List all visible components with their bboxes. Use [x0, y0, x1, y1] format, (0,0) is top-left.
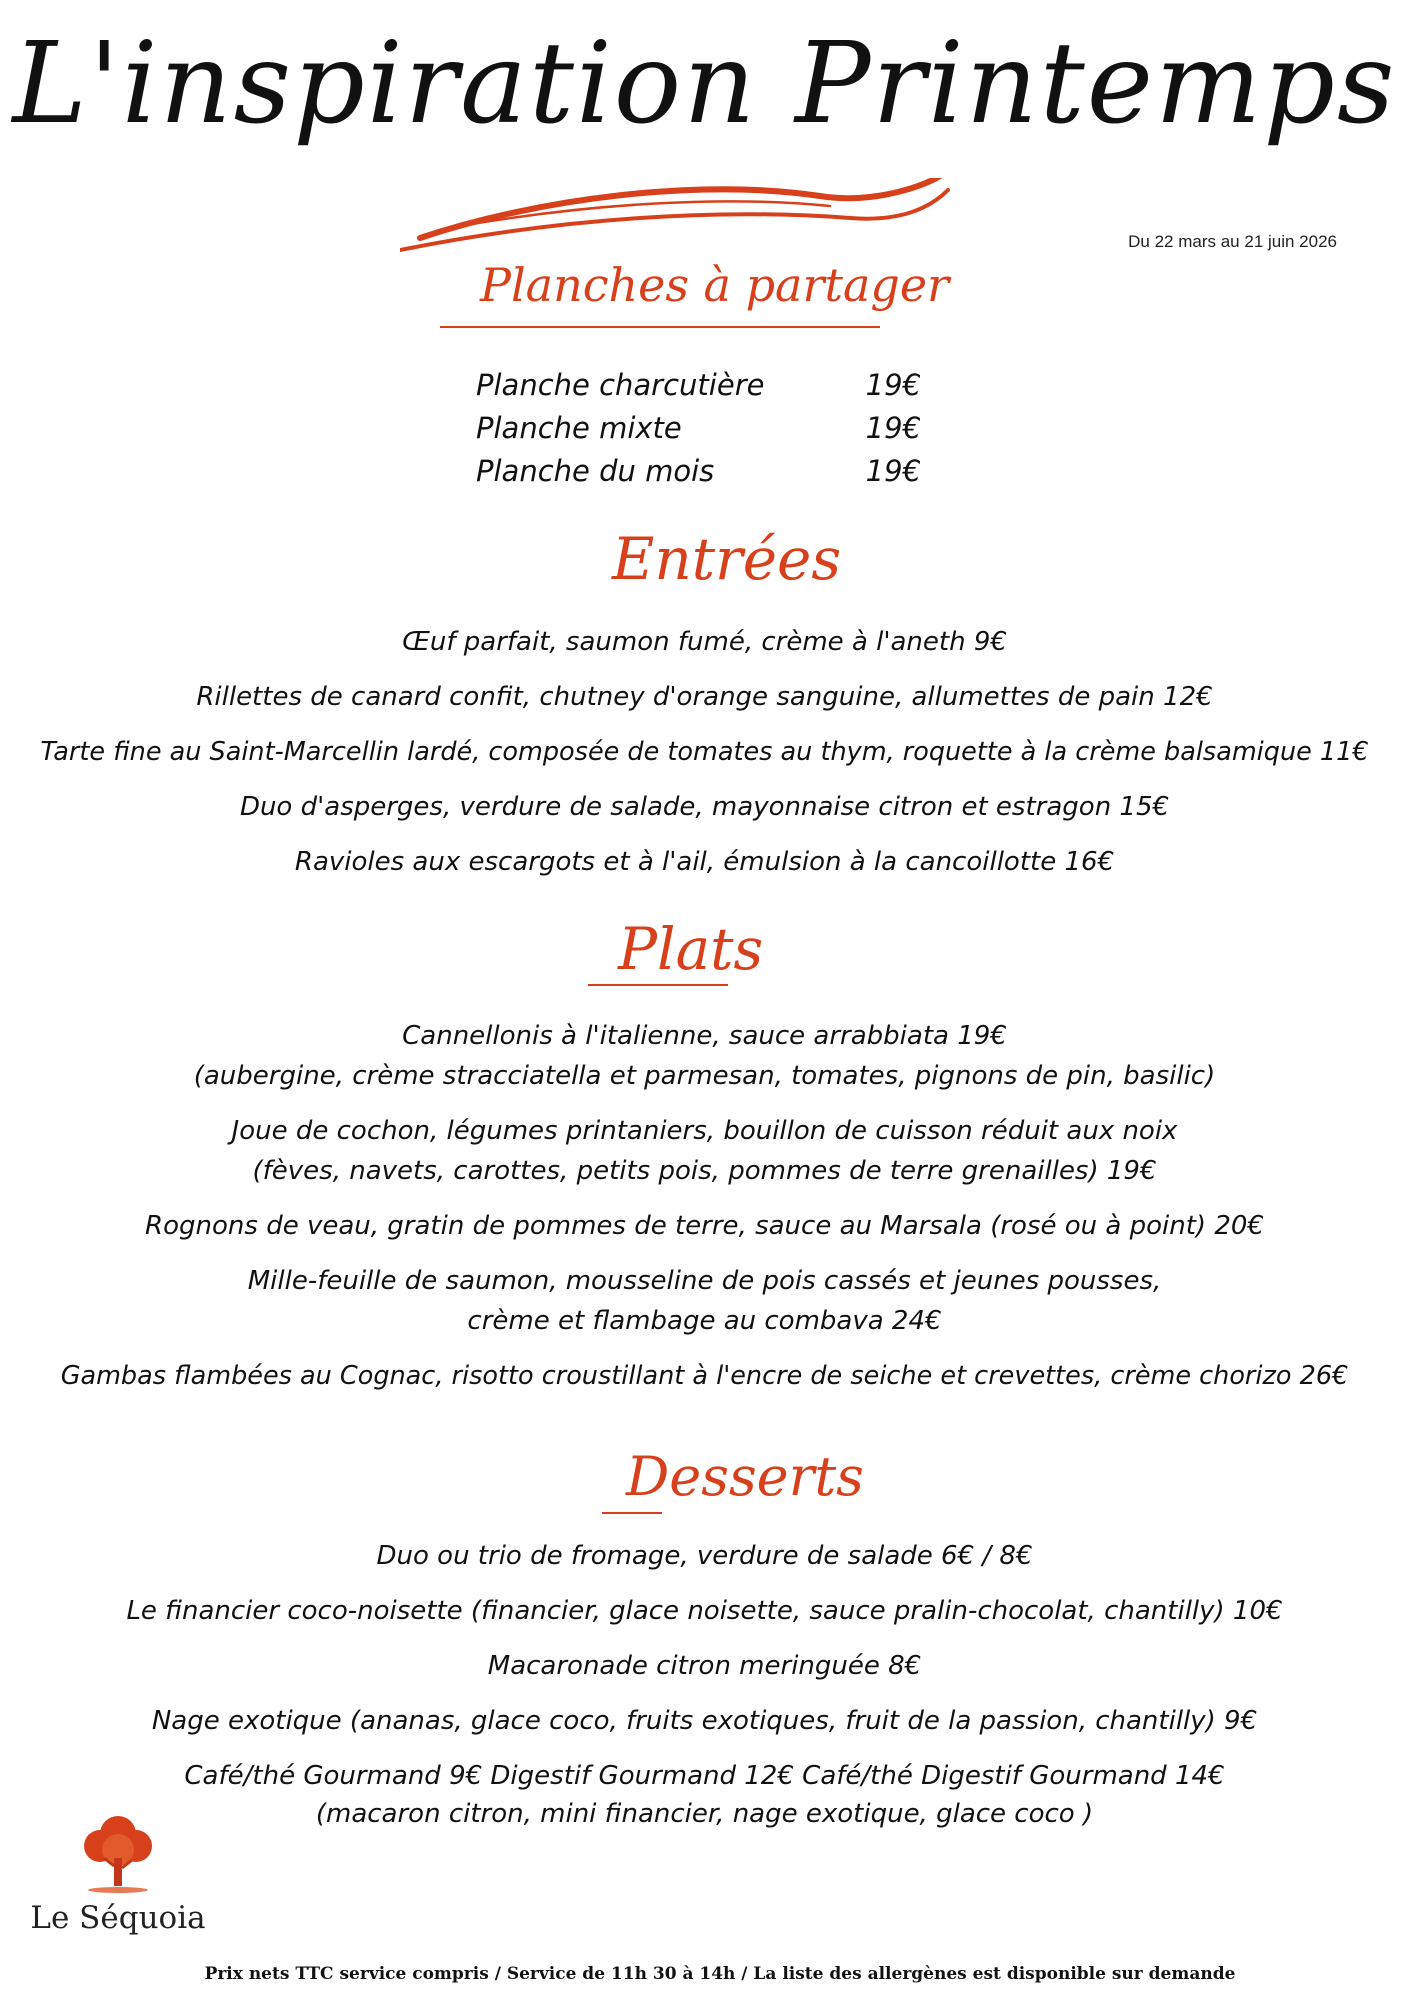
list-item: Cannellonis à l'italienne, sauce arrabbiata 19€	[402, 1021, 1007, 1051]
swash-decoration	[400, 178, 960, 258]
section-heading-desserts	[626, 1445, 864, 1508]
heading-underline	[588, 984, 728, 986]
section-heading-plats	[618, 915, 764, 983]
list-item: crème et flambage au combava 24€	[467, 1306, 942, 1336]
list-item: Œuf parfait, saumon fumé, crème à l'aneth 9€	[402, 627, 1007, 657]
section-heading-entrees	[612, 525, 842, 593]
list-item: Joue de cochon, légumes printaniers, bouillon de cuisson réduit aux noix	[231, 1116, 1178, 1146]
list-item: Mille-feuille de saumon, mousseline de pois cassés et jeunes pousses,	[247, 1266, 1162, 1296]
restaurant-logo	[28, 1810, 208, 1960]
heading-text: Planches à partager	[480, 258, 950, 312]
list-item: Macaronade citron meringuée 8€	[487, 1651, 922, 1681]
heading-underline	[440, 326, 880, 328]
list-item: Gambas flambées au Cognac, risotto croustillant à l'encre de seiche et crevettes, crème chorizo 26€	[60, 1361, 1349, 1391]
item-name: Planche mixte	[476, 411, 682, 445]
list-item: (aubergine, crème stracciatella et parmesan, tomates, pignons de pin, basilic)	[193, 1061, 1216, 1091]
tree-icon	[78, 1810, 158, 1895]
entrees-list	[0, 622, 1409, 882]
item-price: 19€	[865, 411, 921, 445]
list-item: Duo d'asperges, verdure de salade, mayonnaise citron et estragon 15€	[239, 792, 1170, 822]
list-item: Rognons de veau, gratin de pommes de terre, sauce au Marsala (rosé ou à point) 20€	[145, 1211, 1264, 1241]
heading-text: Plats	[618, 915, 764, 983]
desserts-list	[0, 1536, 1409, 1832]
item-price: 19€	[865, 368, 921, 402]
list-item: Tarte fine au Saint-Marcellin lardé, composée de tomates au thym, roquette à la crème balsamique 11€	[40, 737, 1369, 767]
plats-list	[0, 1016, 1409, 1396]
list-item: Duo ou trio de fromage, verdure de salade 6€ / 8€	[376, 1541, 1033, 1571]
footer-note: Prix nets TTC service compris / Service de 11h 30 à 14h / La liste des allergènes est disponible sur demande	[204, 1964, 1236, 1984]
section-heading-planches	[480, 258, 950, 312]
heading-text: Desserts	[626, 1445, 864, 1508]
list-item: Rillettes de canard confit, chutney d'orange sanguine, allumettes de pain 12€	[196, 682, 1213, 712]
list-item	[476, 364, 921, 407]
logo-text: Le Séquoia	[30, 1900, 206, 1936]
list-item: Le financier coco-noisette (financier, glace noisette, sauce pralin-chocolat, chantilly) 10€	[126, 1596, 1283, 1626]
list-item: Café/thé Gourmand 9€ Digestif Gourmand 12€ Café/thé Digestif Gourmand 14€	[184, 1761, 1225, 1791]
menu-title: L'inspiration Printemps	[12, 19, 1397, 149]
list-item: Ravioles aux escargots et à l'ail, émulsion à la cancoillotte 16€	[294, 847, 1115, 877]
date-range: Du 22 mars au 21 juin 2026	[1128, 232, 1337, 251]
item-price: 19€	[865, 454, 921, 488]
item-name: Planche charcutière	[476, 368, 765, 402]
heading-underline	[602, 1512, 662, 1514]
heading-text: Entrées	[612, 525, 842, 593]
planches-list	[476, 364, 936, 493]
list-item: Nage exotique (ananas, glace coco, fruits exotiques, fruit de la passion, chantilly) 9€	[151, 1706, 1258, 1736]
item-name: Planche du mois	[476, 454, 715, 488]
list-item	[476, 407, 921, 450]
list-item: (fèves, navets, carottes, petits pois, pommes de terre grenailles) 19€	[252, 1156, 1157, 1186]
list-item: (macaron citron, mini financier, nage exotique, glace coco )	[315, 1799, 1094, 1829]
list-item	[476, 450, 921, 493]
